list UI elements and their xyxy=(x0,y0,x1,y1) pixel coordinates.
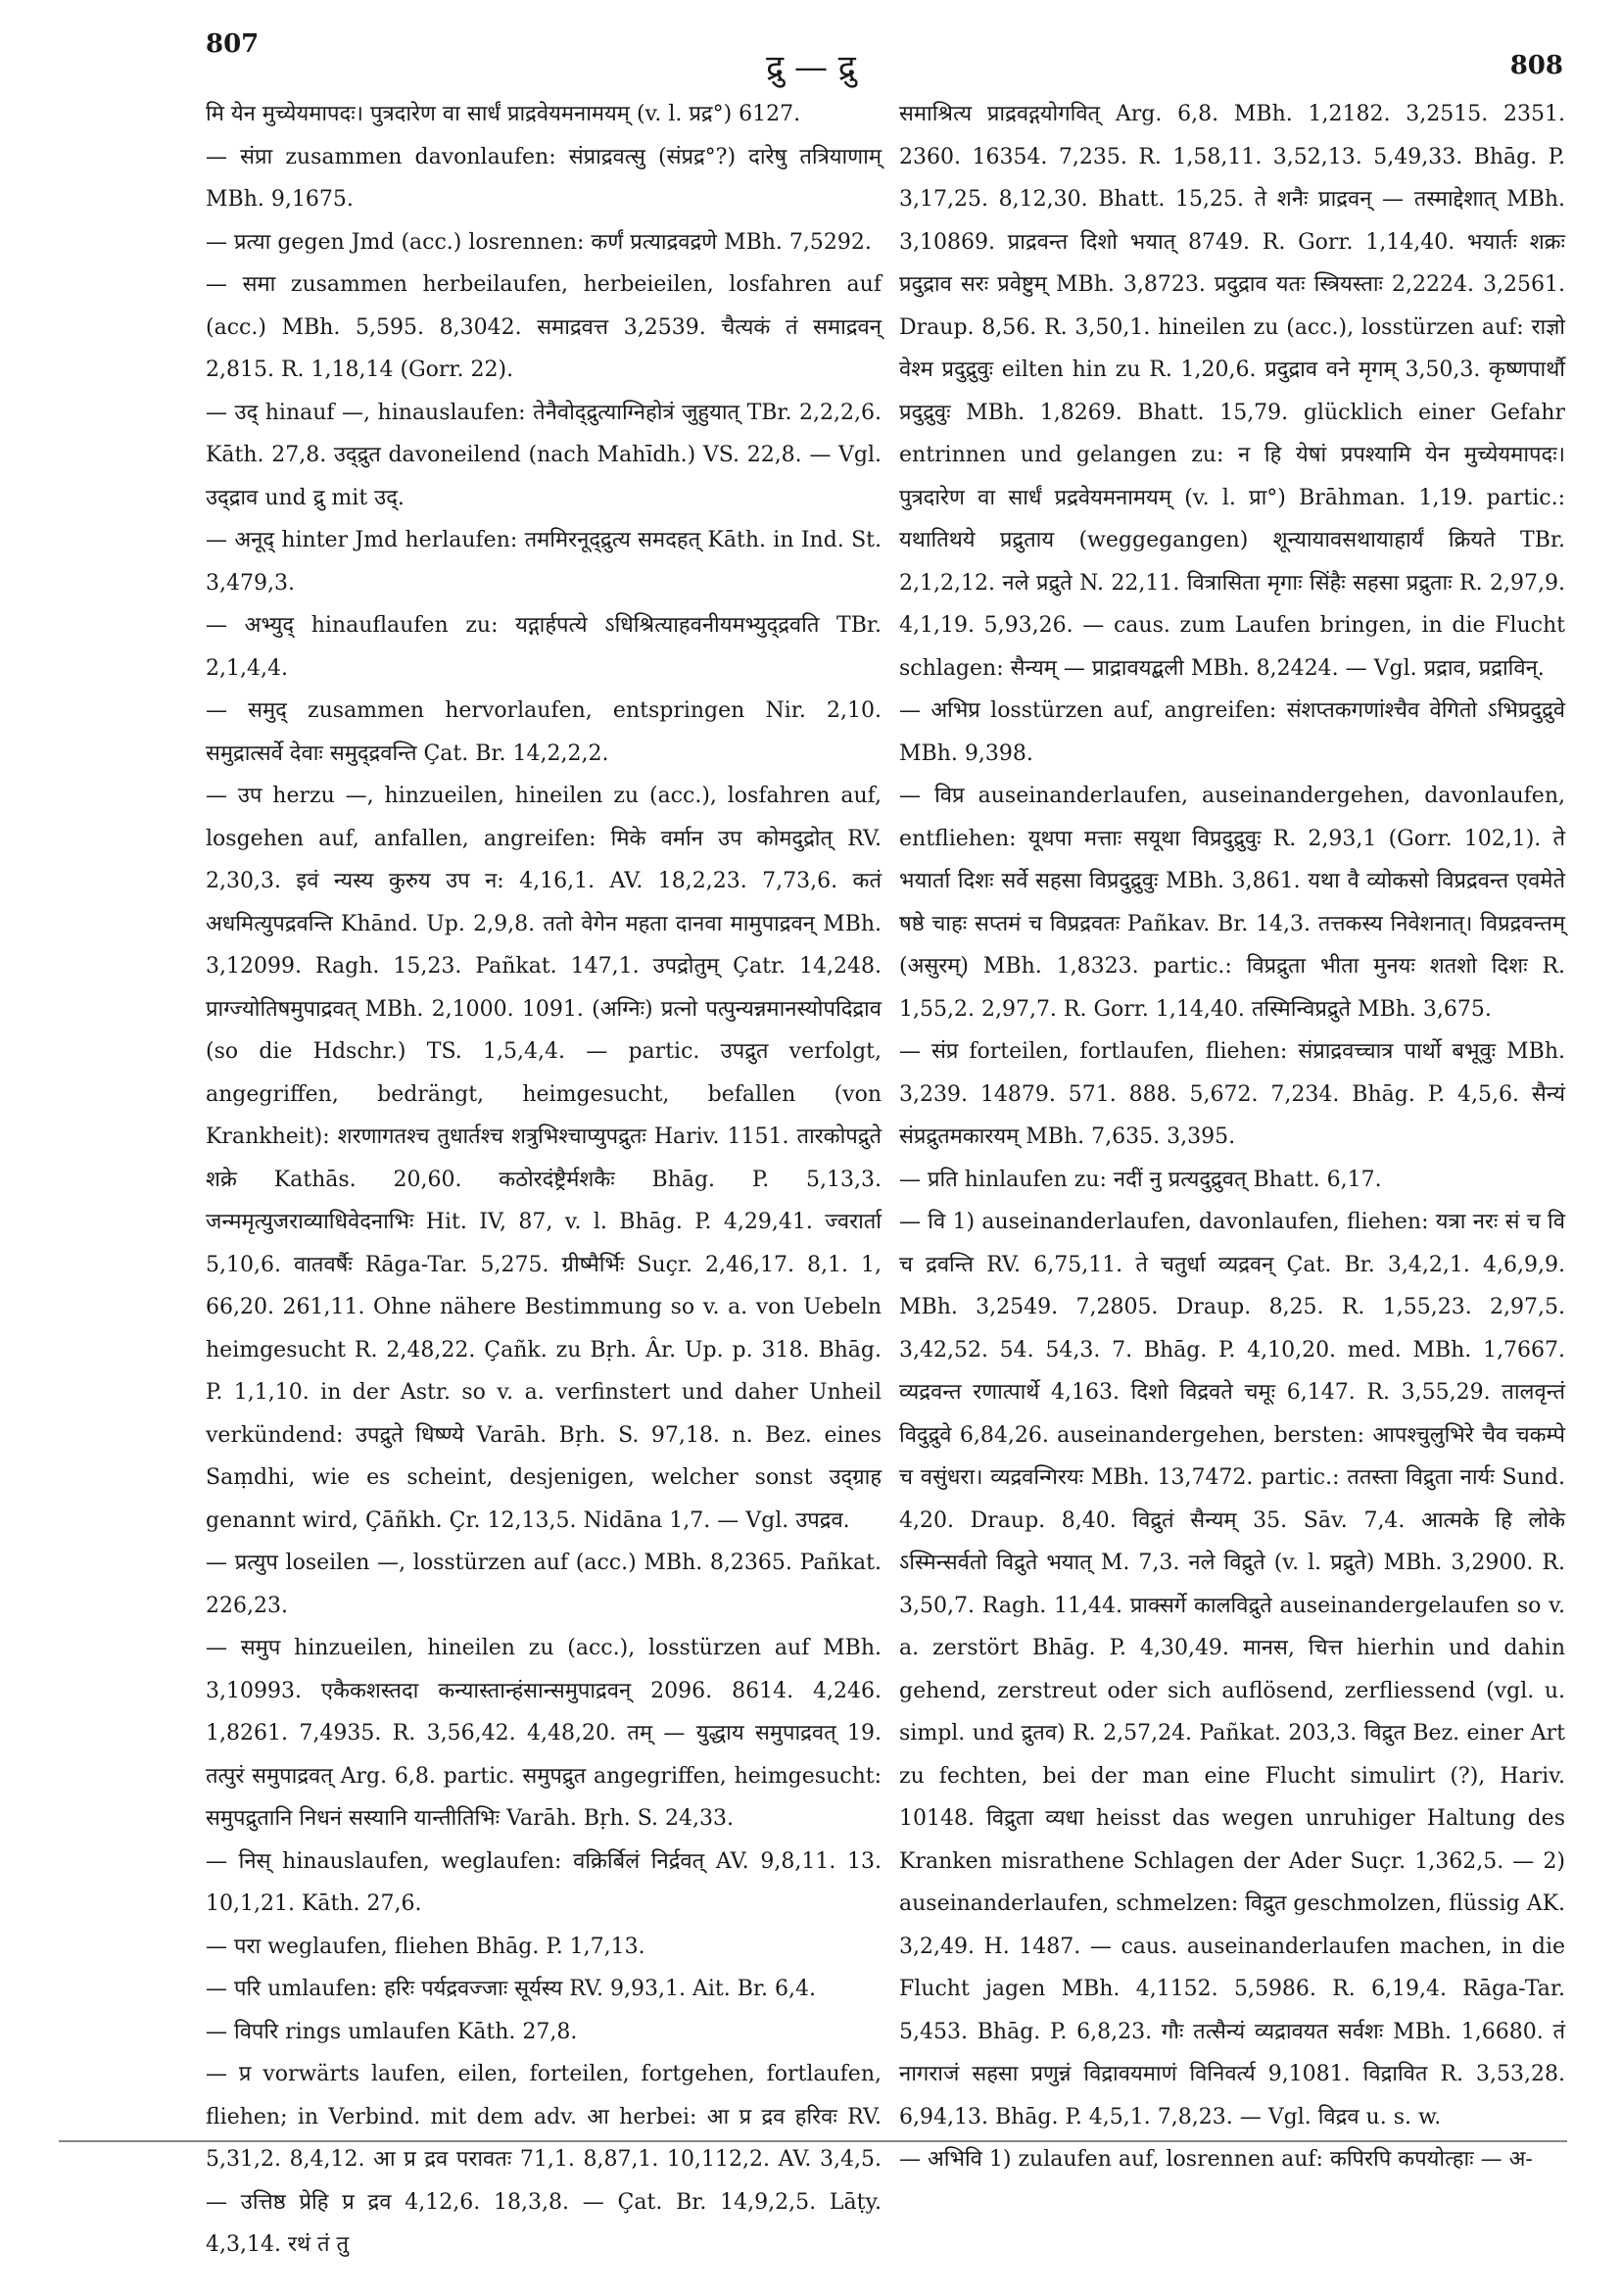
dictionary-entry: — परि umlaufen: हरिः पर्यद्रवज्जाः सूर्यस्य RV. 9,93,1. Ait. Br. 6,4. xyxy=(206,1977,816,2001)
dictionary-entry: — संप्र forteilen, fortlaufen, fliehen: संप्राद्रवच्चात्र पार्थो बभूवुः MBh. 3,239. 14879. 571. 888. 5,672. 7,234. Bhāg. P. 4,5,6. सैन्यं संप्रद्रुतमकारयम् MBh. 7,635. 3,395. xyxy=(899,1039,1565,1149)
dictionary-entry: — प्रत्युप loseilen —, losstürzen auf (acc.) MBh. 8,2365. Pañkat. 226,23. xyxy=(206,1551,882,1618)
dictionary-entry: — अभ्युद् hinauflaufen zu: यद्गार्हपत्ये ऽधिश्रित्याहवनीयमभ्युद्द्रवति TBr. 2,1,4,4. xyxy=(206,613,882,681)
dictionary-entry: — निस् hinauslaufen, weglaufen: वक्रिर्बिलं निर्द्रवत् AV. 9,8,11. 13. 10,1,21. Kāth. 27,6. xyxy=(206,1848,882,1916)
dictionary-entry: — समा zusammen herbeilaufen, herbeieilen, losfahren auf (acc.) MBh. 5,595. 8,3042. समाद्रवत्त 3,2539. चैत्यकं तं समाद्रवन् 2,815. R. 1,18,14 (Gorr. 22). xyxy=(206,272,882,382)
dictionary-entry: — प्रत्या gegen Jmd (acc.) losrennen: कर्णं प्रत्याद्रवद्रणे MBh. 7,5292. xyxy=(206,229,872,255)
dictionary-entry: — प्रति hinlaufen zu: नदीं नु प्रत्यदुद्रुवत् Bhatt. 6,17. xyxy=(899,1167,1382,1192)
dictionary-entry: मि येन मुच्येयमापदः। पुत्रदारेण वा सार्धं प्राद्रवेयमनामयम् (v. l. प्रद्र°) 6127. xyxy=(206,102,801,126)
dictionary-entry: — समुद् zusammen hervorlaufen, entspringen Nir. 2,10. समुद्रात्सर्वे देवाः समुद्द्रवन्ति Çat. Br. 14,2,2,2. xyxy=(206,698,882,766)
dictionary-entry: समाश्रित्य प्राद्रवद्गयोगवित् Arg. 6,8. MBh. 1,2182. 3,2515. 2351. 2360. 16354. 7,235. R. 1,58,11. 3,52,13. 5,49,33. Bhāg. P. 3,17,25. 8,12,30. Bhatt. 15,25. ते शनैः प्राद्रवन् — तस्माद्देशात् MBh. 3,10869. प्राद्रवन्त दिशो भयात् 8749. R. Gorr. 1,14,40. भयार्तः शक्रः प्रदुद्राव सरः प्रवेष्टुम् MBh. 3,8723. प्रदुद्राव यतः स्त्रियस्ताः 2,2224. 3,2561. Draup. 8,56. R. 3,50,1. hineilen zu (acc.), losstürzen auf: राज्ञो वेश्म प्रदुद्रुवुः eilten hin zu R. 1,20,6. प्रदुद्राव वने मृगम् 3,50,3. कृष्णपार्थौ प्रदुद्रुवुः MBh. 1,8269. Bhatt. 15,79. glücklich einer Gefahr entrinnen und gelangen zu: न हि येषां प्रपश्यामि येन मुच्येयमापदः। पुत्रदारेण वा सार्धं प्रद्रवेयमनामयम् (v. l. प्रा°) Brāhman. 1,19. partic.: यथातिथये प्रद्रुताय (weggegangen) शून्यायावसथायाहार्यं क्रियते TBr. 2,1,2,12. नले प्रद्रुते N. 22,11. वित्रासिता मृगाः सिंहैः सहसा प्रद्रुताः R. 2,97,9. 4,1,19. 5,93,26. — caus. zum Laufen bringen, in die Flucht schlagen: सैन्यम् — प्राद्रावयद्बली MBh. 8,2424. — Vgl. प्रद्राव, प्रद्राविन्. xyxy=(899,102,1565,681)
dictionary-entry: — अभिवि 1) zulaufen auf, losrennen auf: कपिरपि कपयोत्हाः — अ- xyxy=(899,2147,1533,2172)
dictionary-entry: — संप्रा zusammen davonlaufen: संप्राद्रवत्सु (संप्रद्र°?) दारेषु तत्रियाणाम् MBh. 9,1675. xyxy=(206,144,882,212)
page-number-right: 808 xyxy=(1509,51,1563,80)
dictionary-entry: — अनूद् hinter Jmd herlaufen: तममिरनूद्द्रुत्य समदहत् Kāth. in Ind. St. 3,479,3. xyxy=(206,528,882,596)
dictionary-entry: — वि 1) auseinanderlaufen, davonlaufen, fliehen: यत्रा नरः सं च वि च द्रवन्ति RV. 6,75,11. ते चतुर्धा व्यद्रवन् Çat. Br. 3,4,2,1. 4,6,9,9. MBh. 3,2549. 7,2805. Draup. 8,25. R. 1,55,23. 2,97,5. 3,42,52. 54. 54,3. 7. Bhāg. P. 4,10,20. med. MBh. 1,7667. व्यद्रवन्त रणात्पार्थे 4,163. दिशो विद्रवते चमूः 6,147. R. 3,55,29. तालवृन्तं विदुद्रुवे 6,84,26. auseinandergehen, bersten: आपश्चुलुभिरे चैव चकम्पे च वसुंधरा। व्यद्रवन्गिरयः MBh. 13,7472. partic.: ततस्ता विद्रुता नार्यः Sund. 4,20. Draup. 8,40. विद्रुतं सैन्यम् 35. Sāv. 7,4. आत्मके हि लोके ऽस्मिन्सर्वतो विद्रुते भयात् M. 7,3. नले विद्रुते (v. l. प्रद्रुते) MBh. 3,2900. R. 3,50,7. Ragh. 11,44. प्राक्सर्गे कालविद्रुते auseinandergelaufen so v. a. zerstört Bhāg. P. 4,30,49. मानस, चित्त hierhin und dahin gehend, zerstreut oder sich auflösend, zerfliessend (vgl. u. simpl. und द्रुतव) R. 2,57,24. Pañkat. 203,3. विद्रुत Bez. einer Art zu fechten, bei der man eine Flucht simulirt (?), Hariv. 10148. विद्रुता व्यधा heisst das wegen unruhiger Haltung des Kranken misrathene Schlagen der Ader Suçr. 1,362,5. — 2) auseinanderlaufen, schmelzen: विद्रुत geschmolzen, flüssig AK. 3,2,49. H. 1487. — caus. auseinanderlaufen machen, in die Flucht jagen MBh. 4,1152. 5,5986. R. 6,19,4. Rāga-Tar. 5,453. Bhāg. P. 6,8,23. गौः तत्सैन्यं व्यद्रावयत सर्वशः MBh. 1,6680. तं नागराजं सहसा प्रणुन्नं विद्रावयमाणं विनिवर्त्य 9,1081. विद्रावित R. 3,53,28. 6,94,13. Bhāg. P. 4,5,1. 7,8,23. — Vgl. विद्रव u. s. w. xyxy=(899,1210,1566,2129)
footer-rule xyxy=(59,2140,1567,2142)
dictionary-entry: — उद् hinauf —, hinauslaufen: तेनैवोद्द्रुत्याग्निहोत्रं जुहुयात् TBr. 2,2,2,6. Kāth. 27,8. उद्द्रुत davoneilend (nach Mahīdh.) VS. 22,8. — Vgl. उद्द्राव und द्रु mit उद्. xyxy=(206,400,882,510)
dictionary-entry: — विपरि rings umlaufen Kāth. 27,8. xyxy=(206,2019,578,2044)
running-head: द्रु — द्रु xyxy=(766,48,856,87)
page-header xyxy=(0,29,1622,88)
dictionary-entry: — विप्र auseinanderlaufen, auseinandergehen, davonlaufen, entfliehen: यूथपा मत्ताः सयूथा विप्रदुद्रुवुः R. 2,93,1 (Gorr. 102,1). ते भयार्ता दिशः सर्वे सहसा विप्रदुद्रुवुः MBh. 3,861. यथा वै व्योकसो विप्रद्रवन्त एवमेते षष्ठे चाहः सप्तमं च विप्रद्रवतः Pañkav. Br. 14,3. तत्तकस्य निवेशनात्। विप्रद्रवन्तम् (असुरम्) MBh. 1,8323. partic.: विप्रद्रुता भीता मुनयः शतशो दिशः R. 1,55,2. 2,97,7. R. Gorr. 1,14,40. तस्मिन्विप्रद्रुते MBh. 3,675. xyxy=(899,784,1565,1022)
left-column xyxy=(206,93,882,2257)
page-number-left: 807 xyxy=(206,29,260,59)
dictionary-entry: — प्र vorwärts laufen, eilen, forteilen, fortgehen, fortlaufen, fliehen; in Verbind. mit dem adv. आ herbei: आ प्र द्रव हरिवः RV. 5,31,2. 8,4,12. आ प्र द्रव परावतः 71,1. 8,87,1. 10,112,2. AV. 3,4,5. — उत्तिष्ठ प्रेहि प्र द्रव 4,12,6. 18,3,8. — Çat. Br. 14,9,2,5. Lāṭy. 4,3,14. रथं तं तु xyxy=(206,2062,882,2257)
right-column xyxy=(899,93,1566,2172)
dictionary-entry: — उप herzu —, hinzueilen, hineilen zu (acc.), losfahren auf, losgehen auf, anfallen, angreifen: मिके वर्मान उप कोमदुद्रोत् RV. 2,30,3. इवं न्यस्य कुरुय उप न: 4,16,1. AV. 18,2,23. 7,73,6. कतं अधमित्युपद्रवन्ति Khānd. Up. 2,9,8. ततो वेगेन महता दानवा मामुपाद्रवन् MBh. 3,12099. Ragh. 15,23. Pañkat. 147,1. उपद्रोतुम् Çatr. 14,248. प्राग्ज्योतिषमुपाद्रवत् MBh. 2,1000. 1091. (अग्निः) प्रत्नो पत्पुन्यन्नमानस्योपदिद्राव (so die Hdschr.) TS. 1,5,4,4. — partic. उपद्रुत verfolgt, angegriffen, bedrängt, heimgesucht, befallen (von Krankheit): शरणागतश्च तुधार्तश्च शत्रुभिश्चाप्युपद्रुतः Hariv. 1151. तारकोपद्रुते शक्रे Kathās. 20,60. कठोरदंष्ट्रैर्मशकैः Bhāg. P. 5,13,3. जन्ममृत्युजराव्याधिवेदनाभिः Hit. IV, 87, v. l. Bhāg. P. 4,29,41. ज्वरार्ता 5,10,6. वातवर्षैः Rāga-Tar. 5,275. ग्रीष्मैर्भिः Suçr. 2,46,17. 8,1. 1, 66,20. 261,11. Ohne nähere Bestimmung so v. a. von Uebeln heimgesucht R. 2,48,22. Çañk. zu Bṛh. Âr. Up. p. 318. Bhāg. P. 1,1,10. in der Astr. so v. a. verfinstert und daher Unheil verkündend: उपद्रुते धिष्ण्ये Varāh. Bṛh. S. 97,18. n. Bez. eines Saṃdhi, wie es scheint, desjenigen, welcher sonst उद्ग्राह genannt wird, Çāñkh. Çr. 12,13,5. Nidāna 1,7. — Vgl. उपद्रव. xyxy=(206,784,882,1533)
dictionary-entry: — समुप hinzueilen, hineilen zu (acc.), losstürzen auf MBh. 3,10993. एकैकशस्तदा कन्यास्तान्हंसान्समुपाद्रवन् 2096. 8614. 4,246. 1,8261. 7,4935. R. 3,56,42. 4,48,20. तम् — युद्धाय समुपाद्रवत् 19. तत्पुरं समुपाद्रवत् Arg. 6,8. partic. समुपद्रुत angegriffen, heimgesucht: समुपद्रुतानि निधनं सस्यानि यान्तीतिभिः Varāh. Bṛh. S. 24,33. xyxy=(206,1636,882,1831)
dictionary-entry: — परा weglaufen, fliehen Bhāg. P. 1,7,13. xyxy=(206,1934,645,1959)
dictionary-entry: — अभिप्र losstürzen auf, angreifen: संशप्तकगणांश्चैव वेगितो ऽभिप्रदुद्रुवे MBh. 9,398. xyxy=(899,698,1565,766)
